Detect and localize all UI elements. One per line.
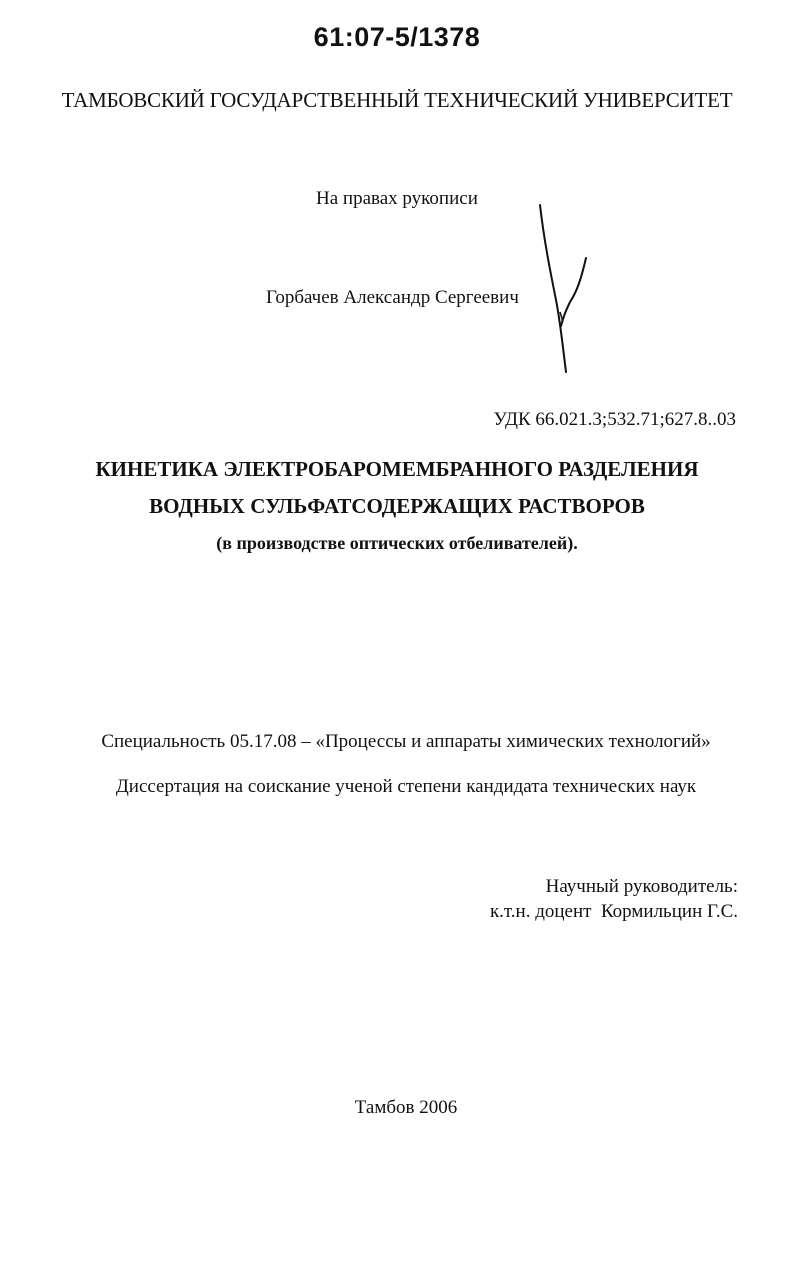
title-subtitle: (в производстве оптических отбеливателей). [216,533,578,553]
archive-code: 61:07-5/1378 [313,22,481,52]
rights-note: На правах рукописи [316,188,478,209]
specialty: Специальность 05.17.08 – «Процессы и аппараты химических технологий» [101,731,711,752]
title-line-1: КИНЕТИКА ЭЛЕКТРОБАРОМЕМБРАННОГО РАЗДЕЛЕНИЯ [95,457,699,481]
title-line-2: ВОДНЫХ СУЛЬФАТСОДЕРЖАЩИХ РАСТВОРОВ [149,494,645,518]
city-year: Тамбов 2006 [354,1097,458,1118]
udk-code: УДК 66.021.3;532.71;627.8..03 [493,409,736,430]
signature-icon [530,200,600,375]
dissertation-degree: Диссертация на соискание ученой степени кандидата технических наук [115,776,697,797]
supervisor-name: к.т.н. доцент Кормильцин Г.С. [489,901,738,922]
author-name: Горбачев Александр Сергеевич [266,287,519,308]
university-name: ТАМБОВСКИЙ ГОСУДАРСТВЕННЫЙ ТЕХНИЧЕСКИЙ УНИВЕРСИТЕТ [61,88,733,112]
supervisor-label: Научный руководитель: [545,876,738,897]
